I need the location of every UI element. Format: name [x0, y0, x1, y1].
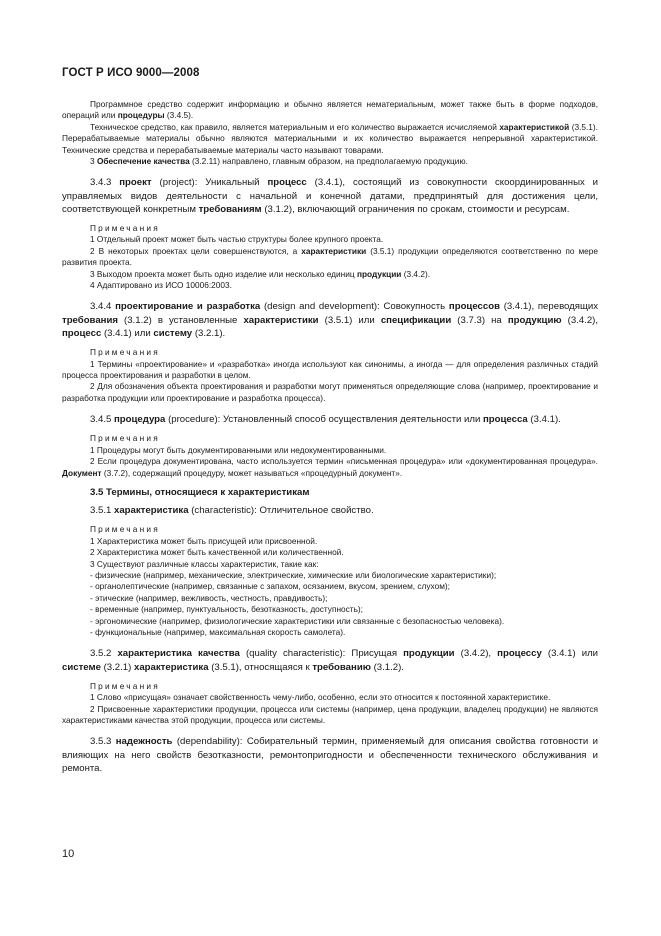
notes-heading: Примечания	[90, 524, 160, 535]
list-item: - временные (например, пунктуальность, безотказность, доступность);	[90, 604, 363, 615]
notes-heading: Примечания	[90, 347, 160, 358]
document-header: ГОСТ Р ИСО 9000—2008	[62, 67, 200, 79]
paragraph-software: Программное средство содержит информацию и обычно является нематериальным, может также быть в форме подходов, операций или процедуры (3.4.5).	[62, 99, 598, 121]
term-3-4-3-project: 3.4.3 проект (project): Уникальный процесс (3.4.1), состоящий из совокупности скоординированных и управляемых видов деятельности с начальной и конечной датами, предпринятый для достижения цели, соответствующей конкретным требованиям (3.1.2), включающий ограничения по срокам, стоимости и ресурсам.	[62, 177, 599, 215]
note-item: 2 Присвоенные характеристики продукции, процесса или системы (например, цена продукции, владелец продукции) не являются характеристиками качества этой продукции, процесса или системы.	[62, 703, 598, 726]
note-item: 2 Характеристика может быть качественной или количественной.	[90, 547, 344, 558]
note-item: 2 Если процедура документирована, часто используется термин «письменная процедура» или «документированная процедура». Документ (3.7.2), содержащий процедуру, может называться «процедурный документ».	[62, 456, 598, 478]
page-number: 10	[62, 848, 75, 860]
note-item: 2 Для обозначения объекта проектирования и разработки могут применяться определяющие слова (например, проектирование и разработка продукции или проектирование и разработка процесса).	[62, 381, 598, 403]
term-3-5-1-characteristic: 3.5.1 характеристика (characteristic): Отличительное свойство.	[90, 505, 374, 517]
list-item: - функциональные (например, максимальная скорость самолета).	[90, 627, 346, 638]
note-item: 1 Процедуры могут быть документированными или недокументированными.	[90, 444, 387, 455]
note-item: 4 Адаптировано из ИСО 10006:2003.	[90, 280, 232, 291]
list-item: - органолептические (например, связанные с запахом, осязанием, вкусом, зрением, слухом);	[90, 581, 450, 592]
note-item: 1 Отдельный проект может быть частью структуры более крупного проекта.	[90, 234, 384, 245]
list-item: - эргономические (например, физиологические характеристики или связанные с безопасностью человека).	[90, 615, 505, 626]
page-body	[62, 99, 598, 775]
notes-heading: Примечания	[90, 433, 160, 444]
term-3-5-3-dependability: 3.5.3 надежность (dependability): Собирательный термин, применяемый для описания свойства готовности и влияющих на него свойств безотказности, ремонтопригодности и обеспеченности технического обслуживания и ремонта.	[62, 736, 598, 774]
note-item: 1 Слово «присущая» означает свойственность чему-либо, особенно, если это относится к постоянной характеристике.	[90, 692, 551, 703]
term-3-4-4-design-development: 3.4.4 проектирование и разработка (design and development): Совокупность процессов (3.4.1), переводящих требования (3.1.2) в установленные характеристики (3.5.1) или спецификации (3.7.3) на продукцию (3.4.2), процесс (3.4.1) или систему (3.2.1).	[62, 301, 599, 339]
note-item: 1 Характеристика может быть присущей или присвоенной.	[90, 535, 318, 546]
term-3-5-2-quality-characteristic: 3.5.2 характеристика качества (quality characteristic): Присущая продукции (3.4.2), процессу (3.4.1) или системе (3.2.1) характеристика (3.5.1), относящаяся к требованию (3.1.2).	[62, 648, 599, 673]
note-item: 3 Выходом проекта может быть одно изделие или несколько единиц продукции (3.4.2).	[90, 268, 431, 279]
note-item: 2 В некоторых проектах цели совершенствуются, а характеристики (3.5.1) продукции определяются соответственно по мере развития проекта.	[62, 245, 599, 268]
section-3-5-heading: 3.5 Термины, относящиеся к характеристикам	[90, 486, 310, 498]
list-item: - этические (например, вежливость, честность, правдивость);	[90, 592, 328, 603]
notes-heading: Примечания	[90, 680, 160, 691]
notes-heading: Примечания	[90, 223, 160, 234]
list-item: - физические (например, механические, электрические, химические или биологические характеристики);	[90, 569, 497, 580]
note-item: 1 Термины «проектирование» и «разработка» иногда используют как синонимы, а иногда — для определения различных стадий процесса проектирования и разработки в целом.	[62, 358, 598, 380]
note-item: 3 Существуют различные классы характеристик, такие как:	[90, 558, 319, 569]
paragraph-hardware: Техническое средство, как правило, является материальным и его количество выражается исчисляемой характеристикой (3.5.1). Перерабатываемые материалы обычно являются материальными и их количество выражается непрерывной характеристикой. Технические средства и перерабатываемые материалы часто называют товарами.	[62, 121, 598, 155]
paragraph-quality-assurance: 3 Обеспечение качества (3.2.11) направлено, главным образом, на предполагаемую продукцию.	[90, 156, 468, 167]
term-3-4-5-procedure: 3.4.5 процедура (procedure): Установленный способ осуществления деятельности или процесса (3.4.1).	[90, 414, 561, 426]
